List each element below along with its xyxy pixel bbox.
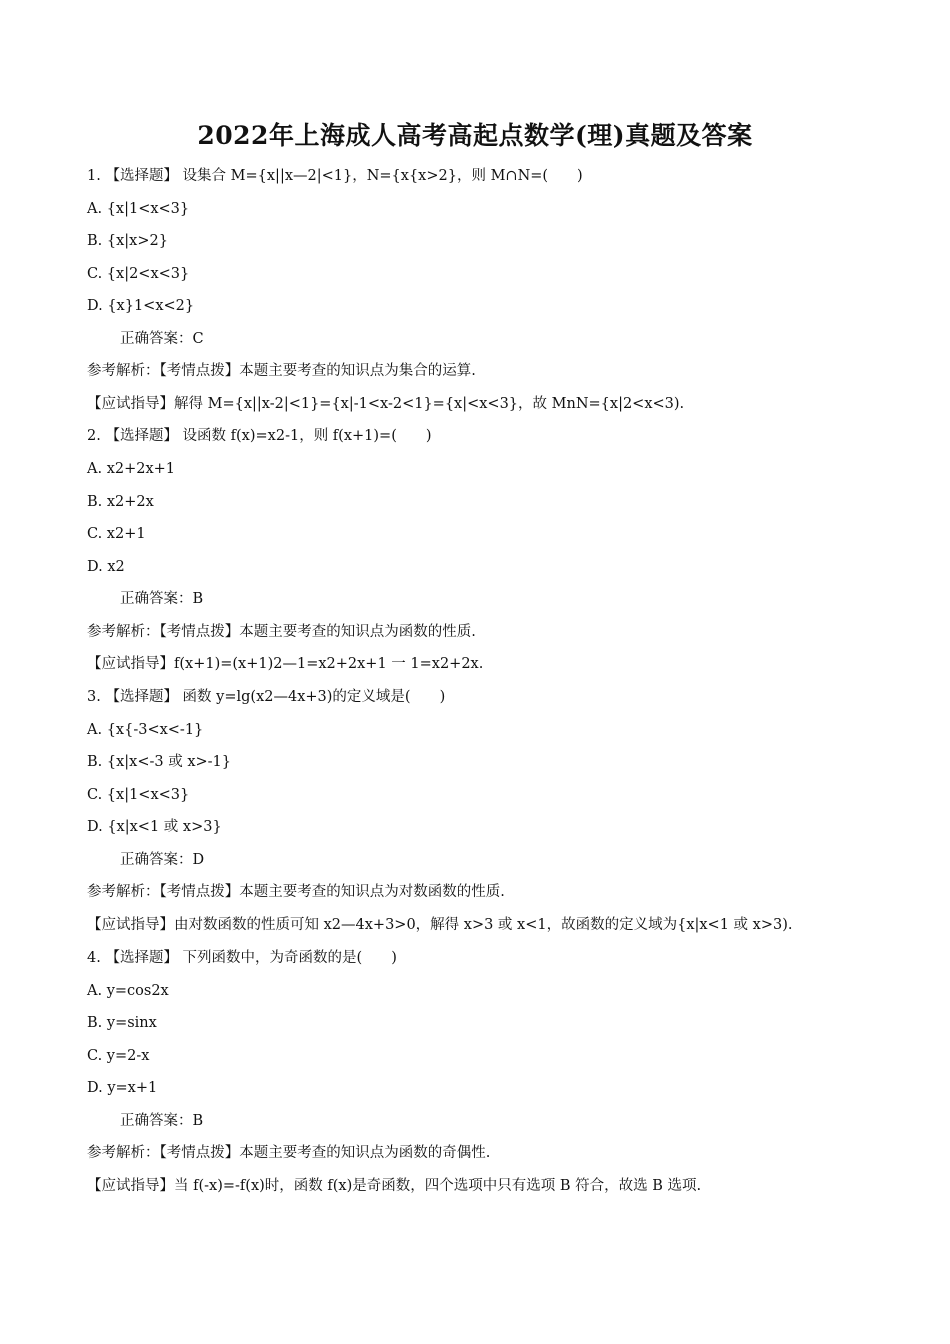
question-3-option-b: B. {x|x<-3 或 x>-1} <box>87 754 232 770</box>
question-4-guide: 【应试指导】当 f(-x)=-f(x)时，函数 f(x)是奇函数，四个选项中只有选项 B 符合，故选 B 选项. <box>87 1178 702 1194</box>
question-3-option-a: A. {x{-3<x<-1} <box>87 722 204 738</box>
question-2-answer: 正确答案：B <box>120 591 204 607</box>
question-4-stem: 4. 【选择题】 下列函数中，为奇函数的是( ) <box>87 950 397 966</box>
question-4-option-b: B. y=sinx <box>87 1015 157 1031</box>
question-4-answer: 正确答案：B <box>120 1113 204 1129</box>
question-2-option-d: D. x2 <box>87 559 125 575</box>
question-4-option-a: A. y=cos2x <box>87 983 169 999</box>
question-1-option-d: D. {x}1<x<2} <box>87 298 195 314</box>
question-1-stem: 1. 【选择题】 设集合 M={x||x—2|<1}，N={x{x>2}，则 M∩N=( ) <box>87 168 583 184</box>
question-3-guide: 【应试指导】由对数函数的性质可知 x2—4x+3>0，解得 x>3 或 x<1，故函数的定义域为{x|x<1 或 x>3). <box>87 917 793 933</box>
question-3-analysis: 参考解析：【考情点拨】本题主要考查的知识点为对数函数的性质. <box>87 884 505 900</box>
question-1-option-b: B. {x|x>2} <box>87 233 168 249</box>
question-1-analysis: 参考解析：【考情点拨】本题主要考查的知识点为集合的运算. <box>87 363 476 379</box>
question-3-stem: 3. 【选择题】 函数 y=lg(x2—4x+3)的定义域是( ) <box>87 689 446 705</box>
question-1-option-c: C. {x|2<x<3} <box>87 266 190 282</box>
question-3-option-d: D. {x|x<1 或 x>3} <box>87 819 222 835</box>
question-4-option-c: C. y=2-x <box>87 1048 150 1064</box>
question-1-answer: 正确答案：C <box>120 331 204 347</box>
question-4-option-d: D. y=x+1 <box>87 1080 158 1096</box>
question-2-option-b: B. x2+2x <box>87 494 154 510</box>
question-2-analysis: 参考解析：【考情点拨】本题主要考查的知识点为函数的性质. <box>87 624 476 640</box>
question-1-guide: 【应试指导】解得 M={x||x-2|<1}={x|-1<x-2<1}={x|<x<3}，故 MnN={x|2<x<3). <box>87 396 685 412</box>
question-2-option-a: A. x2+2x+1 <box>87 461 176 477</box>
question-3-option-c: C. {x|1<x<3} <box>87 787 190 803</box>
question-2-option-c: C. x2+1 <box>87 526 146 542</box>
question-2-guide: 【应试指导】f(x+1)=(x+1)2—1=x2+2x+1 一 1=x2+2x. <box>87 656 484 672</box>
document-title: 2022年上海成人高考高起点数学(理)真题及答案 <box>197 121 753 150</box>
question-3-answer: 正确答案：D <box>120 852 205 868</box>
question-1-option-a: A. {x|1<x<3} <box>87 201 190 217</box>
question-4-analysis: 参考解析：【考情点拨】本题主要考查的知识点为函数的奇偶性. <box>87 1145 491 1161</box>
question-2-stem: 2. 【选择题】 设函数 f(x)=x2-1，则 f(x+1)=( ) <box>87 428 432 444</box>
